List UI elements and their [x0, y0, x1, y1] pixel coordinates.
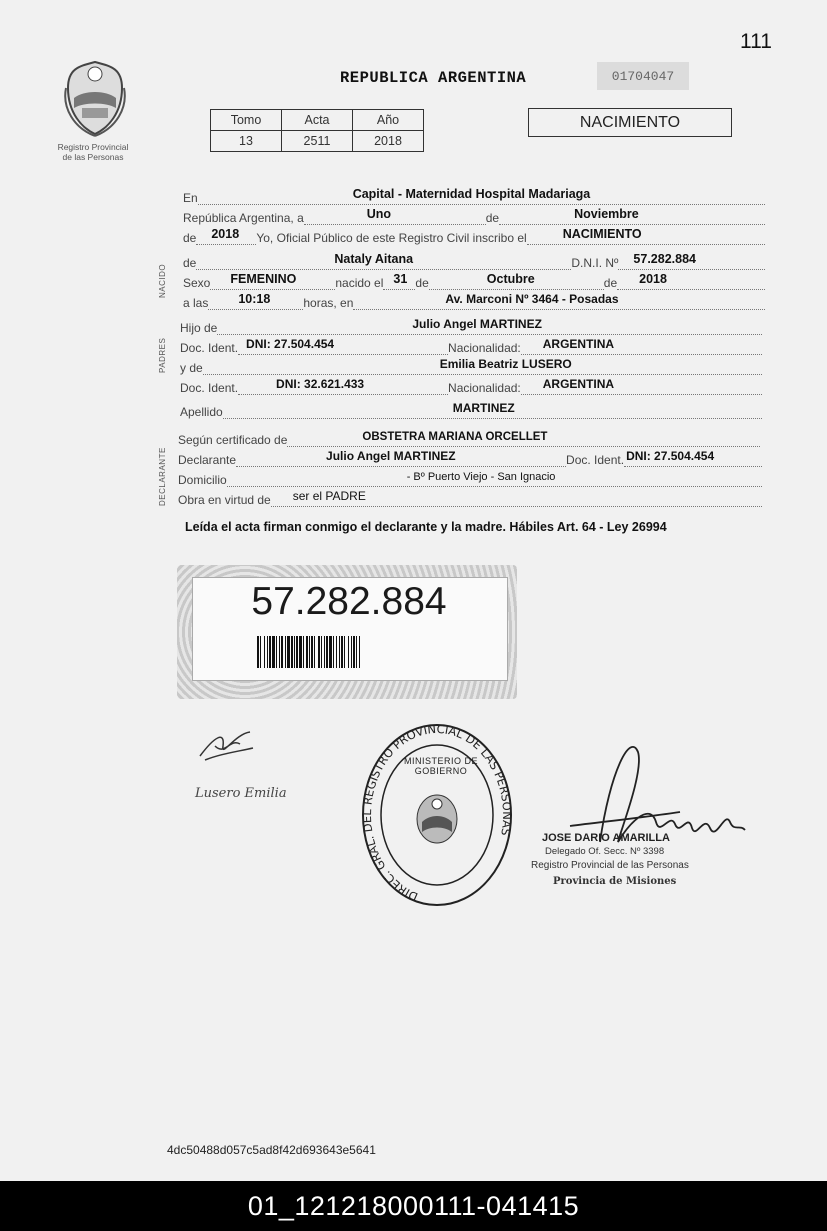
- side-label-padres: PADRES: [158, 337, 167, 373]
- label-decl-doc: Doc. Ident.: [566, 453, 625, 467]
- field-obra: [271, 489, 762, 507]
- row-padre-doc: [180, 337, 762, 355]
- field-anio: [196, 227, 256, 245]
- field-nac-anio: [617, 272, 765, 290]
- label-dni: D.N.I. Nº: [571, 256, 619, 270]
- value-hora: 10:18: [238, 292, 271, 306]
- row-sexo: [183, 272, 765, 290]
- value-obra: ser el PADRE: [292, 489, 366, 503]
- value-madre-doc: DNI: 32.621.433: [276, 377, 365, 391]
- row-fecha: [183, 207, 765, 225]
- label-horas-en: horas, en: [303, 296, 354, 310]
- barcode-bar: [360, 636, 363, 668]
- document-hash: 4dc50488d057c5ad8f42d693643e5641: [167, 1143, 376, 1157]
- value-mes: Noviembre: [574, 207, 639, 221]
- label-obra: Obra en virtud de: [178, 493, 271, 507]
- row-en: [183, 187, 765, 205]
- value-padre: Julio Angel MARTINEZ: [412, 317, 542, 331]
- field-madre-doc: [238, 377, 448, 395]
- value-nac-anio: 2018: [639, 272, 667, 286]
- legal-note: Leída el acta firman conmigo el declarante y la madre. Hábiles Art. 64 - Ley 26994: [185, 520, 667, 534]
- table-cell: 2511: [282, 131, 353, 152]
- value-certificado: OBSTETRA MARIANA ORCELLET: [362, 431, 548, 443]
- label-apellido: Apellido: [180, 405, 223, 419]
- field-decl-doc: [624, 449, 762, 467]
- row-declarante: [178, 449, 762, 467]
- table-cell: 13: [211, 131, 282, 152]
- side-label-nacido: NACIDO: [158, 263, 167, 298]
- field-padre-doc: [238, 337, 448, 355]
- field-apellido: [223, 401, 762, 419]
- dni-stamp-number: 57.282.884: [251, 580, 447, 623]
- field-domicilio: [227, 473, 762, 487]
- label-declarante: Declarante: [178, 453, 237, 467]
- field-mes: [499, 207, 765, 225]
- field-certificado: [287, 433, 760, 447]
- label-hijo: Hijo de: [180, 321, 218, 335]
- table-header: Tomo: [211, 110, 282, 131]
- official-province: Provincia de Misiones: [553, 876, 677, 887]
- value-madre: Emilia Beatriz LUSERO: [439, 357, 572, 371]
- serial-number: 01704047: [597, 62, 689, 90]
- value-padre-doc: DNI: 27.504.454: [246, 337, 335, 351]
- initials-signature: [195, 726, 260, 766]
- label-sexo: Sexo: [183, 276, 211, 290]
- row-hora: [183, 292, 765, 310]
- row-certificado: [178, 433, 760, 447]
- field-padre: [217, 317, 762, 335]
- mother-signature: Lusero Emilia: [195, 786, 287, 801]
- row-apellido: [180, 401, 762, 419]
- field-en: [198, 187, 765, 205]
- footer-id-bar: [0, 1181, 827, 1231]
- field-lugar: [353, 292, 765, 310]
- row-nombre: [183, 252, 765, 270]
- official-round-seal: [360, 722, 515, 912]
- label-de2: de: [183, 231, 197, 245]
- value-declarante: Julio Angel MARTINEZ: [326, 449, 456, 463]
- value-nombre: Nataly Aitana: [334, 252, 414, 266]
- label-docident-madre: Doc. Ident.: [180, 381, 239, 395]
- seal-ring-text: DIREC. GRAL. DEL REGISTRO PROVINCIAL DE LAS PERSONAS: [360, 722, 515, 904]
- official-office: Registro Provincial de las Personas: [531, 860, 689, 871]
- table-header: Año: [353, 110, 424, 131]
- value-dia: Uno: [366, 207, 392, 221]
- label-de: de: [485, 211, 500, 225]
- value-sexo: FEMENINO: [230, 272, 297, 286]
- value-decl-doc: DNI: 27.504.454: [626, 449, 715, 463]
- label-domicilio: Domicilio: [178, 473, 227, 487]
- label-alas: a las: [183, 296, 209, 310]
- value-lugar: Av. Marconi Nº 3464 - Posadas: [445, 292, 619, 306]
- field-nombre: [196, 252, 571, 270]
- table-header: Acta: [282, 110, 353, 131]
- document-title: REPUBLICA ARGENTINA: [340, 69, 527, 87]
- field-hora: [208, 292, 303, 310]
- value-anio: 2018: [211, 227, 240, 241]
- logo-caption-line1: Registro Provincial: [57, 142, 129, 152]
- value-madre-nac: ARGENTINA: [542, 377, 615, 391]
- field-nac-mes: [429, 272, 604, 290]
- value-en: Capital - Maternidad Hospital Madariaga: [352, 187, 591, 201]
- label-republica: República Argentina, a: [183, 211, 304, 225]
- record-table: [210, 109, 424, 152]
- field-dia: [304, 207, 486, 225]
- logo-caption: [40, 142, 146, 162]
- row-madre: [180, 357, 762, 375]
- page-number: 111: [740, 30, 772, 53]
- table-cell: 2018: [353, 131, 424, 152]
- field-inscribo: [527, 227, 765, 245]
- logo-caption-line2: de las Personas: [62, 152, 124, 162]
- label-nacido: nacido el: [335, 276, 384, 290]
- field-declarante: [236, 449, 566, 467]
- value-inscribo: NACIMIENTO: [562, 227, 642, 241]
- official-name: JOSE DARIO AMARILLA: [542, 832, 670, 844]
- row-hijo: [180, 317, 762, 335]
- field-padre-nac: [521, 337, 762, 355]
- value-dni: 57.282.884: [633, 252, 696, 266]
- label-yo: Yo, Oficial Público de este Registro Civil inscribo el: [256, 231, 527, 245]
- field-dni: [618, 252, 765, 270]
- value-nac-mes: Octubre: [486, 272, 535, 286]
- label-de4: de: [415, 276, 429, 290]
- label-docident: Doc. Ident.: [180, 341, 239, 355]
- document-type-box: NACIMIENTO: [528, 108, 732, 137]
- value-nac-dia: 31: [393, 272, 408, 286]
- field-nac-dia: [383, 272, 415, 290]
- row-obra: [178, 489, 762, 507]
- row-madre-doc: [180, 377, 762, 395]
- field-madre-nac: [521, 377, 762, 395]
- field-madre: [203, 357, 762, 375]
- field-sexo: [210, 272, 335, 290]
- label-yde: y de: [180, 361, 203, 375]
- official-role: Delegado Of. Secc. Nº 3398: [545, 846, 665, 857]
- province-coat-of-arms-logo: [60, 58, 130, 138]
- value-padre-nac: ARGENTINA: [542, 337, 615, 351]
- label-nacionalidad-madre: Nacionalidad:: [448, 381, 521, 395]
- seal-inner-text: MINISTERIO DE GOBIERNO: [403, 756, 478, 776]
- label-de5: de: [603, 276, 618, 290]
- footer-id: 01_121218000111-041415: [247, 1190, 580, 1221]
- row-domicilio: [178, 473, 762, 487]
- label-nacionalidad: Nacionalidad:: [448, 341, 521, 355]
- value-apellido: MARTINEZ: [452, 401, 515, 415]
- label-de3: de: [183, 256, 197, 270]
- label-segun: Según certificado de: [178, 433, 288, 447]
- label-en: En: [183, 191, 198, 205]
- row-inscribo: [183, 227, 765, 245]
- side-label-declarante: DECLARANTE: [158, 447, 167, 506]
- barcode: [257, 636, 447, 668]
- value-domicilio: - Bº Puerto Viejo - San Ignacio: [406, 471, 556, 483]
